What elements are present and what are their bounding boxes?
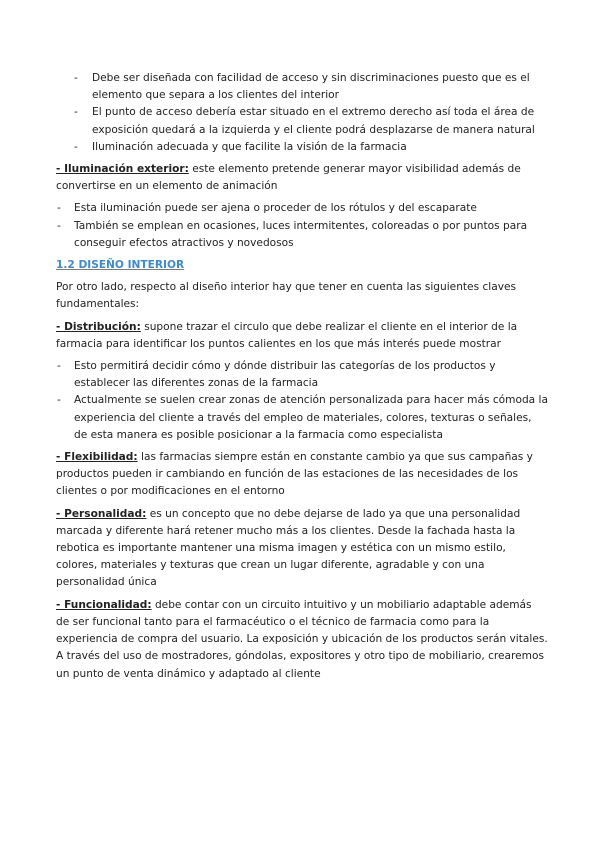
list-item: - También se emplean en ocasiones, luces intermitentes, coloreadas o por puntos para conseguir efectos atractivos y novedosos <box>56 218 548 252</box>
paragraph-funcionalidad <box>56 597 548 683</box>
list-item: - Debe ser diseñada con facilidad de acceso y sin discriminaciones puesto que es el elemento que separa a los clientes del interior <box>56 70 548 104</box>
distribucion-bullet-list <box>56 358 548 444</box>
term-iluminacion: - Iluminación exterior: <box>56 163 189 176</box>
section-intro: Por otro lado, respecto al diseño interior hay que tener en cuenta las siguientes claves fundamentales: <box>56 281 517 311</box>
access-bullet-list <box>56 70 548 156</box>
paragraph-iluminacion <box>56 161 548 195</box>
list-item: - Esta iluminación puede ser ajena o proceder de los rótulos y del escaparate <box>56 200 548 217</box>
iluminacion-bullet-list <box>56 200 548 252</box>
paragraph-personalidad <box>56 506 548 592</box>
list-item: - Actualmente se suelen crear zonas de atención personalizada para hacer más cómoda la experiencia del cliente a través del empleo de materiales, colores, texturas o señales, de esta manera es posible posicionar a la farmacia como especialista <box>56 392 548 444</box>
paragraph-flexibilidad <box>56 449 548 501</box>
page-content <box>56 70 548 683</box>
section-title: 1.2 DISEÑO INTERIOR <box>56 259 185 272</box>
term-distribucion: - Distribución: <box>56 320 141 333</box>
list-item: - El punto de acceso debería estar situado en el extremo derecho así toda el área de exposición quedará a la izquierda y el cliente podrá desplazarse de manera natural <box>56 104 548 138</box>
text-funcionalidad: debe contar con un circuito intuitivo y un mobiliario adaptable además de ser funcional tanto para el farmacéutico o el técnico de farmacia como para la experiencia de compra del usuario. La exposición y ubicación de los productos serán vitales. A través del uso de mostradores, góndolas, expositores y otro tipo de mobiliario, crearemos un punto de venta dinámico y adaptado al cliente <box>56 598 548 680</box>
paragraph-distribucion <box>56 319 548 353</box>
text-iluminacion: este elemento pretende generar mayor visibilidad además de convertirse en un elemento de animación <box>56 163 521 193</box>
text-distribucion: supone trazar el circulo que debe realizar el cliente en el interior de la farmacia para identificar los puntos calientes en los que más interés puede mostrar <box>56 320 518 350</box>
text-personalidad: es un concepto que no debe dejarse de lado ya que una personalidad marcada y diferente hará retener mucho más a los clientes. Desde la fachada hasta la rebotica es importante mantener una misma imagen y estética con un mismo estilo, colores, materiales y texturas que crean un lugar diferente, agradable y con una personalidad única <box>56 507 521 589</box>
list-item: - Iluminación adecuada y que facilite la visión de la farmacia <box>56 139 548 156</box>
list-item: - Esto permitirá decidir cómo y dónde distribuir las categorías de los productos y establecer las diferentes zonas de la farmacia <box>56 358 548 392</box>
term-personalidad: - Personalidad: <box>56 507 147 520</box>
term-flexibilidad: - Flexibilidad: <box>56 451 138 464</box>
term-funcionalidad: - Funcionalidad: <box>56 598 152 611</box>
text-flexibilidad: las farmacias siempre están en constante cambio ya que sus campañas y productos pueden ir cambiando en función de las estaciones de las necesidades de los clientes o por modificaciones en el entorno <box>56 451 533 498</box>
